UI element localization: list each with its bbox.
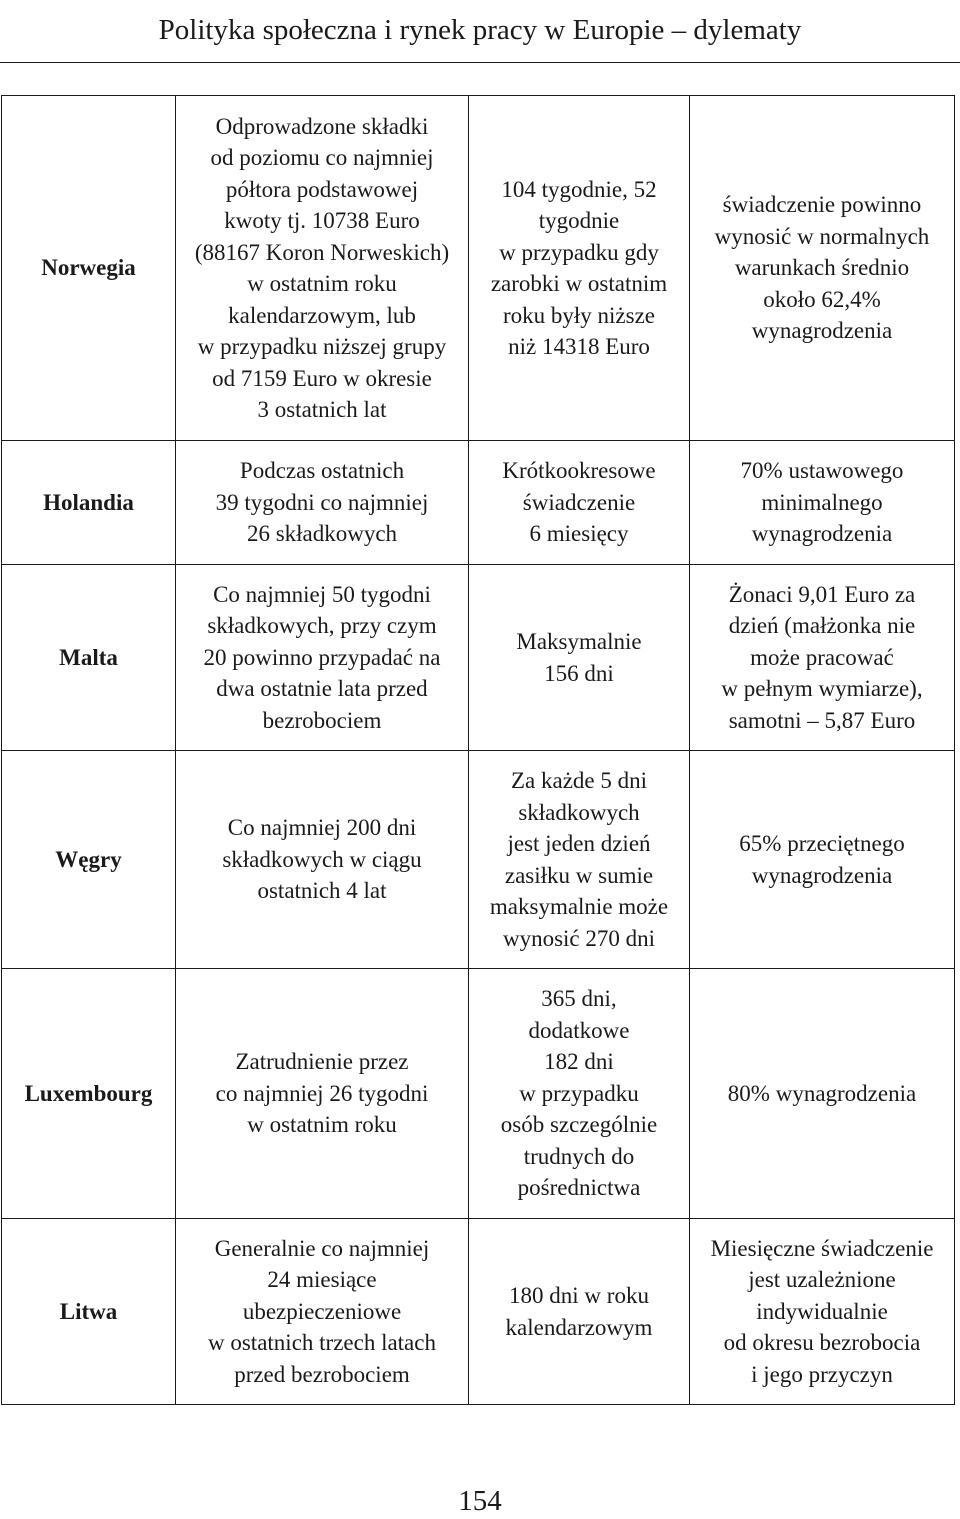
eligibility-condition-cell: Co najmniej 50 tygodni składkowych, przy czym 20 powinno przypadać na dwa ostatnie lata przed bezrobociem: [176, 565, 469, 751]
benefit-amount-cell: 65% przeciętnego wynagrodzenia: [690, 751, 955, 969]
country-cell: Holandia: [2, 441, 176, 565]
eligibility-condition-cell: Podczas ostatnich 39 tygodni co najmniej 26 składkowych: [176, 441, 469, 565]
table-row: [2, 96, 955, 441]
country-cell: Norwegia: [2, 96, 176, 441]
table-row: [2, 969, 955, 1219]
benefit-amount-cell: 80% wynagrodzenia: [690, 969, 955, 1219]
benefit-duration-cell: Maksymalnie 156 dni: [469, 565, 690, 751]
benefit-amount-cell: Miesięczne świadczenie jest uzależnione indywidualnie od okresu bezrobocia i jego przyczyn: [690, 1219, 955, 1405]
header-rule: [0, 62, 960, 63]
country-cell: Luxembourg: [2, 969, 176, 1219]
running-head-title: Polityka społeczna i rynek pracy w Europie – dylematy: [158, 14, 802, 46]
benefit-duration-cell: Krótkookresowe świadczenie 6 miesięcy: [469, 441, 690, 565]
benefit-duration-cell: 104 tygodnie, 52 tygodnie w przypadku gdy zarobki w ostatnim roku były niższe niż 14318 Euro: [469, 96, 690, 441]
benefit-duration-cell: 365 dni, dodatkowe 182 dni w przypadku osób szczególnie trudnych do pośrednictwa: [469, 969, 690, 1219]
benefit-amount-cell: Żonaci 9,01 Euro za dzień (małżonka nie może pracować w pełnym wymiarze), samotni – 5,87 Euro: [690, 565, 955, 751]
benefit-duration-cell: 180 dni w roku kalendarzowym: [469, 1219, 690, 1405]
table-row: [2, 441, 955, 565]
country-cell: Malta: [2, 565, 176, 751]
benefit-duration-cell: Za każde 5 dni składkowych jest jeden dzień zasiłku w sumie maksymalnie może wynosić 270 dni: [469, 751, 690, 969]
table-row: [2, 1219, 955, 1405]
page-number: 154: [458, 1485, 502, 1517]
table-row: [2, 565, 955, 751]
eligibility-condition-cell: Odprowadzone składki od poziomu co najmniej półtora podstawowej kwoty tj. 10738 Euro (88167 Koron Norweskich) w ostatnim roku kalendarzowym, lub w przypadku niższej grupy od 7159 Euro w okresie 3 ostatnich lat: [176, 96, 469, 441]
country-cell: Węgry: [2, 751, 176, 969]
unemployment-benefits-table: [1, 95, 955, 1405]
benefit-amount-cell: świadczenie powinno wynosić w normalnych warunkach średnio około 62,4% wynagrodzenia: [690, 96, 955, 441]
country-cell: Litwa: [2, 1219, 176, 1405]
eligibility-condition-cell: Co najmniej 200 dni składkowych w ciągu ostatnich 4 lat: [176, 751, 469, 969]
benefit-amount-cell: 70% ustawowego minimalnego wynagrodzenia: [690, 441, 955, 565]
eligibility-condition-cell: Generalnie co najmniej 24 miesiące ubezpieczeniowe w ostatnich trzech latach przed bezrobociem: [176, 1219, 469, 1405]
eligibility-condition-cell: Zatrudnienie przez co najmniej 26 tygodni w ostatnim roku: [176, 969, 469, 1219]
table-row: [2, 751, 955, 969]
